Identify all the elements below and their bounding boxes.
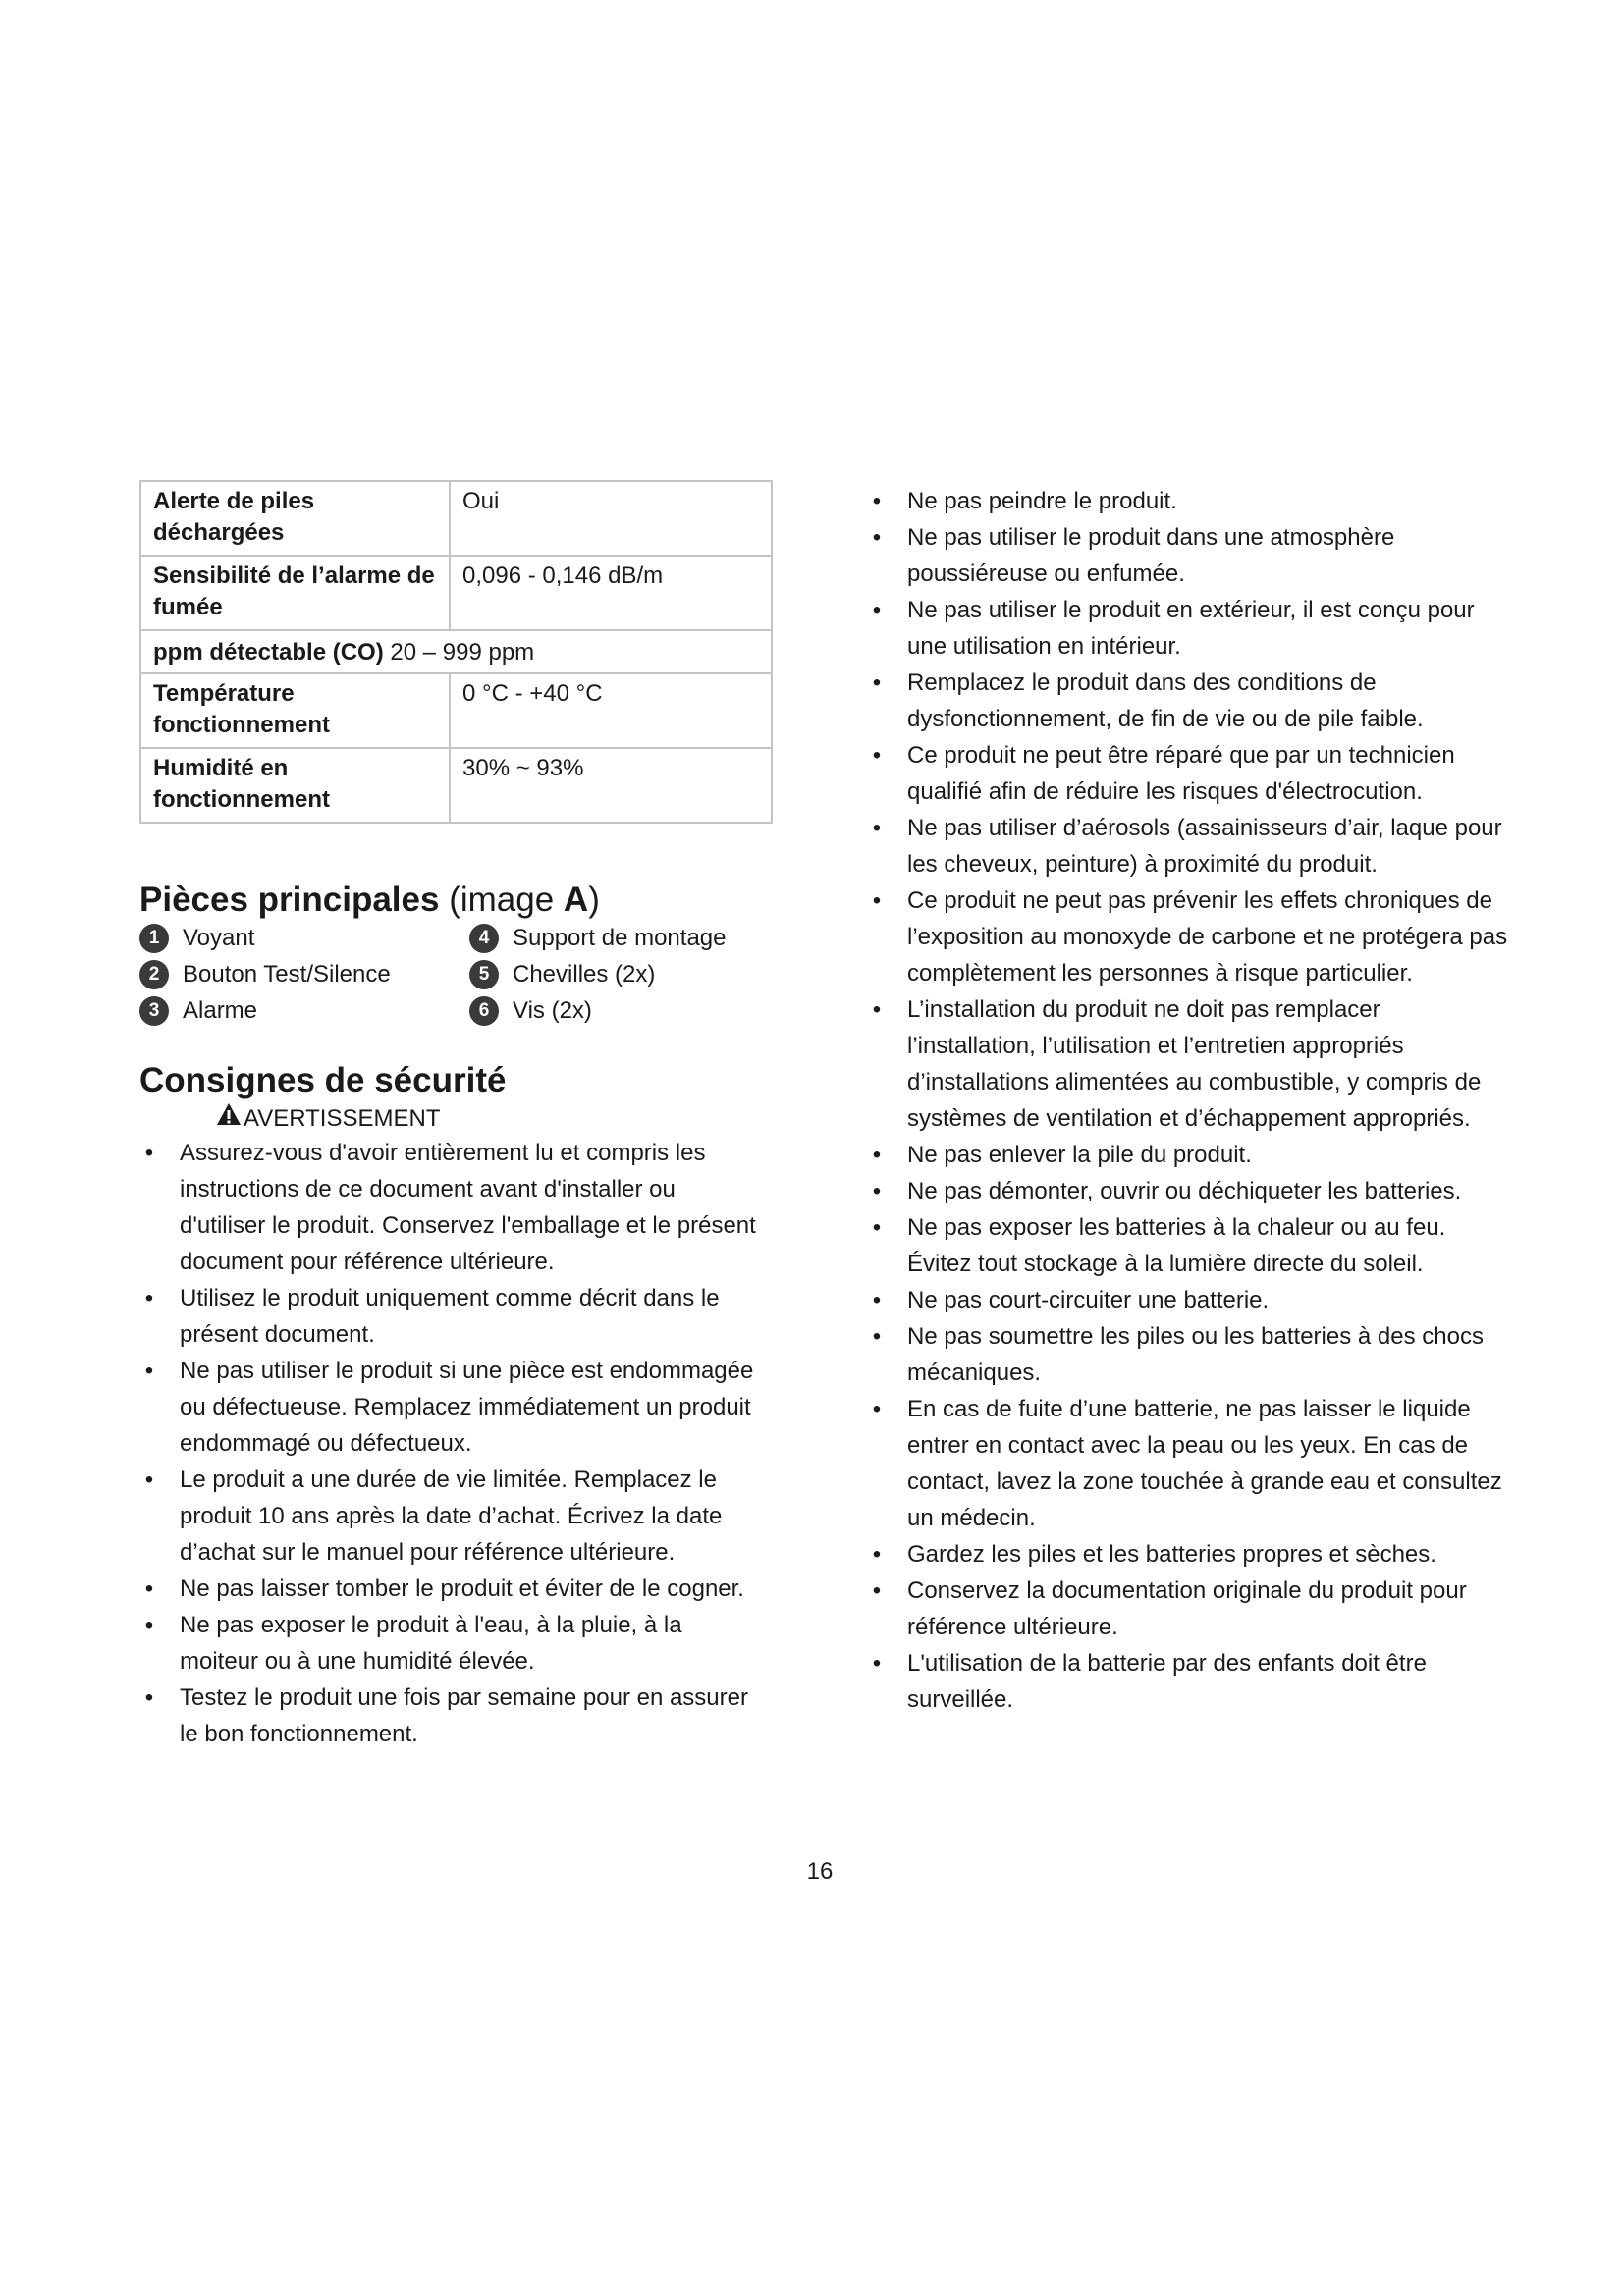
spec-value: 30% ~ 93% [450,748,772,823]
safety-bullet-text: • Ne pas exposer les batteries à la chaleur ou au feu. Évitez tout stockage à la lumière directe du soleil. [907,1214,1446,1277]
safety-bullet-text: • L’installation du produit ne doit pas remplacer l’installation, l’utilisation et l’entretien appropriés d’installations alimentées au combustible, y compris de systèmes de ventilation et d’échappement appropriés. [907,996,1482,1132]
spec-label: Sensibilité de l’alarme de fumée [140,556,450,630]
safety-bullet-text: • Ne pas utiliser le produit si une pièce est endommagée ou défectueuse. Remplacez immédiatement un produit endommagé ou défectueux. [180,1358,754,1457]
spec-row [140,630,772,673]
safety-bullet-item [866,1137,1514,1173]
safety-bullet-text: • Assurez-vous d'avoir entièrement lu et compris les instructions de ce document avant d'installer ou d'utiliser le produit. Conservez l'emballage et le présent document pour référence ultérieure. [180,1140,756,1275]
part-label: Chevilles (2x) [513,960,656,988]
safety-bullet-text: • Ne pas laisser tomber le produit et éviter de le cogner. [180,1575,744,1602]
safety-bullet-text: • Ne pas démonter, ouvrir ou déchiqueter les batteries. [907,1178,1462,1204]
safety-bullet-item [866,882,1514,991]
part-number-badge: 3 [139,996,169,1026]
part-label: Vis (2x) [513,996,592,1024]
safety-bullet-text: • Conservez la documentation originale du produit pour référence ultérieure. [907,1577,1467,1640]
part-number-badge: 1 [139,924,169,953]
safety-bullet-item [866,1536,1514,1573]
page-number: 16 [806,1858,834,1885]
safety-bullet-item [866,1282,1514,1318]
part-item [469,992,727,1029]
safety-bullet-item [138,1280,767,1353]
safety-bullet-item [138,1462,767,1571]
safety-bullet-item [866,1391,1514,1536]
part-item [139,956,391,992]
parts-heading [139,881,600,920]
safety-bullet-text: • Ce produit ne peut pas prévenir les effets chroniques de l’exposition au monoxyde de carbone et ne protégera pas complètement les personnes à risque particulier. [907,887,1508,987]
parts-list-left [139,920,391,1029]
spec-label: Température fonctionnement [140,673,450,748]
safety-bullet-item [866,592,1514,665]
safety-bullet-item [866,1645,1514,1718]
parts-heading-ref: A [563,881,589,919]
safety-bullet-text: • Gardez les piles et les batteries propres et sèches. [907,1541,1436,1568]
safety-bullet-text: • Le produit a une durée de vie limitée. Remplacez le produit 10 ans après la date d’achat. Écrivez la date d’achat sur le manuel pour référence ultérieure. [180,1467,723,1566]
part-label: Voyant [183,924,255,951]
spec-row [140,748,772,823]
spec-value: 0,096 - 0,146 dB/m [450,556,772,630]
safety-bullet-item [866,483,1514,519]
part-number-badge: 4 [469,924,499,953]
part-number-badge: 2 [139,960,169,989]
spec-table [139,480,773,824]
safety-bullet-item [138,1135,767,1280]
part-label: Bouton Test/Silence [183,960,391,988]
spec-value: 20 – 999 ppm [390,639,535,666]
safety-bullet-text: • Utilisez le produit uniquement comme décrit dans le présent document. [180,1285,720,1348]
warning-label: AVERTISSEMENT [244,1104,441,1132]
part-label: Support de montage [513,924,727,951]
part-number-badge: 6 [469,996,499,1026]
safety-bullet-item [866,665,1514,737]
spec-label: Humidité en fonctionnement [140,748,450,823]
safety-bullet-item [866,1209,1514,1282]
part-item [139,992,391,1029]
safety-bullet-text: • Remplacez le produit dans des conditions de dysfonctionnement, de fin de vie ou de pile faible. [907,669,1424,732]
spec-value: Oui [450,481,772,556]
parts-heading-text: Pièces principales [139,881,440,919]
safety-bullet-item [866,737,1514,810]
safety-heading: Consignes de sécurité [139,1061,507,1099]
spec-row [140,481,772,556]
safety-bullet-text: • Ne pas utiliser d’aérosols (assainisseurs d’air, laque pour les cheveux, peinture) à proximité du produit. [907,815,1502,878]
safety-bullet-text: • En cas de fuite d’une batterie, ne pas laisser le liquide entrer en contact avec la peau ou les yeux. En cas de contact, lavez la zone touchée à grande eau et consultez un médecin. [907,1396,1502,1531]
safety-bullet-text: • Ne pas enlever la pile du produit. [907,1142,1252,1168]
parts-heading-suffix: (image [449,881,564,919]
spec-row [140,556,772,630]
part-number-badge: 5 [469,960,499,989]
safety-bullet-item [866,1173,1514,1209]
safety-list-right [866,483,1514,1718]
part-label: Alarme [183,996,258,1024]
safety-bullet-text: • L'utilisation de la batterie par des enfants doit être surveillée. [907,1650,1427,1713]
safety-bullet-item [866,810,1514,882]
safety-list-left [138,1135,767,1752]
warning-triangle-icon [216,1102,242,1135]
safety-bullet-item [866,991,1514,1137]
safety-bullet-item [866,519,1514,592]
safety-bullet-text: • Ne pas exposer le produit à l'eau, à la pluie, à la moiteur ou à une humidité élevée. [180,1612,682,1675]
spec-label: Alerte de piles déchargées [140,481,450,556]
safety-bullet-item [138,1571,767,1607]
safety-bullet-text: • Ne pas court-circuiter une batterie. [907,1287,1270,1313]
safety-bullet-item [138,1607,767,1680]
safety-bullet-item [138,1680,767,1752]
spec-value: 0 °C - +40 °C [450,673,772,748]
parts-heading-close: ) [588,881,600,919]
safety-bullet-item [866,1573,1514,1645]
part-item [469,920,727,956]
safety-bullet-text: • Ne pas utiliser le produit en extérieur, il est conçu pour une utilisation en intérieur. [907,597,1475,660]
safety-bullet-item [866,1318,1514,1391]
safety-bullet-text: • Ne pas peindre le produit. [907,488,1177,514]
warning-label-row [216,1102,440,1135]
part-item [139,920,391,956]
spec-label: ppm détectable (CO) [153,639,384,666]
parts-list-right [469,920,727,1029]
safety-bullet-text: • Ne pas soumettre les piles ou les batteries à des chocs mécaniques. [907,1323,1484,1386]
spec-row [140,673,772,748]
safety-bullet-item [138,1353,767,1462]
safety-bullet-text: • Ce produit ne peut être réparé que par un technicien qualifié afin de réduire les risques d'électrocution. [907,742,1455,805]
part-item [469,956,727,992]
spec-merged-cell [140,630,772,673]
safety-bullet-text: • Ne pas utiliser le produit dans une atmosphère poussiéreuse ou enfumée. [907,524,1395,587]
safety-bullet-text: • Testez le produit une fois par semaine pour en assurer le bon fonctionnement. [180,1684,748,1747]
